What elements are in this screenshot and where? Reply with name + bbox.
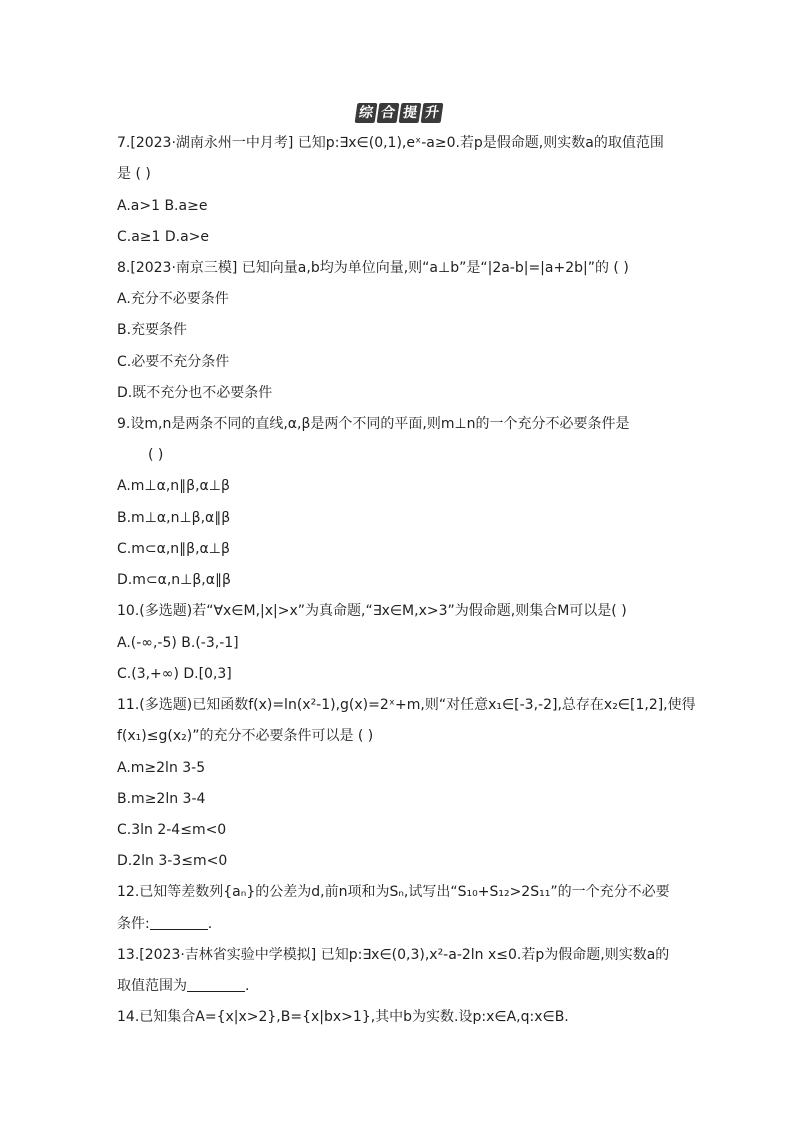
question-9-option-c: C.m⊂α,n∥β,α⊥β [117, 541, 230, 557]
question-8-option-c: C.必要不充分条件 [117, 354, 230, 370]
line-end-punct: . [207, 916, 213, 932]
question-10-options-ab: A.(-∞,-5) B.(-3,-1] [117, 635, 239, 651]
question-11-stem-cont: f(x₁)≤g(x₂)”的充分不必要条件可以是 ( ) [117, 728, 374, 744]
question-11-stem: 11.(多选题)已知函数f(x)=ln(x²-1),g(x)=2ˣ+m,则“对任意x₁∈[-3,-2],总存在x₂∈[1,2],使得 [117, 697, 696, 713]
question-11-option-d: D.2ln 3-3≤m<0 [117, 853, 228, 869]
answer-blank[interactable] [187, 977, 245, 992]
section-title-char: 升 [421, 103, 444, 123]
question-14-stem: 14.已知集合A={x|x>2},B={x|bx>1},其中b为实数.设p:x∈A,q:x∈B. [117, 1009, 569, 1025]
question-10-options-cd: C.(3,+∞) D.[0,3] [117, 666, 232, 682]
question-12-answer-label: 条件: [117, 916, 150, 932]
question-11-option-c: C.3ln 2-4≤m<0 [117, 822, 227, 838]
question-10-stem: 10.(多选题)若“∀x∈M,|x|>x”为真命题,“∃x∈M,x>3”为假命题,则集合M可以是( ) [117, 603, 627, 619]
section-title-banner [356, 103, 442, 123]
question-12-answer-line [117, 915, 212, 933]
question-13-answer-label: 取值范围为 [117, 978, 187, 994]
question-12-stem: 12.已知等差数列{aₙ}的公差为d,前n项和为Sₙ,试写出“S₁₀+S₁₂>2S₁₁”的一个充分不必要 [117, 884, 670, 900]
question-7-options-ab: A.a>1 B.a≥e [117, 198, 208, 214]
section-title-char: 综 [355, 103, 378, 123]
answer-blank[interactable] [150, 915, 208, 930]
section-title-char: 合 [377, 103, 400, 123]
line-end-punct: . [245, 978, 250, 994]
question-9-option-d: D.m⊂α,n⊥β,α∥β [117, 572, 231, 588]
question-7-stem-cont: 是 ( ) [117, 166, 151, 182]
question-9-stem-cont: ( ) [148, 447, 164, 463]
section-title-char: 提 [399, 103, 422, 123]
question-8-option-b: B.充要条件 [117, 322, 188, 338]
question-8-option-a: A.充分不必要条件 [117, 291, 229, 307]
question-13-stem: 13.[2023·吉林省实验中学模拟] 已知p:∃x∈(0,3),x²-a-2ln x≤0.若p为假命题,则实数a的 [117, 947, 670, 963]
question-9-option-a: A.m⊥α,n∥β,α⊥β [117, 478, 230, 494]
question-11-option-b: B.m≥2ln 3-4 [117, 791, 206, 807]
question-8-option-d: D.既不充分也不必要条件 [117, 385, 273, 401]
question-13-answer-line [117, 977, 249, 995]
question-9-stem: 9.设m,n是两条不同的直线,α,β是两个不同的平面,则m⊥n的一个充分不必要条件是 [117, 416, 630, 432]
question-7-stem: 7.[2023·湖南永州一中月考] 已知p:∃x∈(0,1),eˣ-a≥0.若p是假命题,则实数a的取值范围 [117, 135, 664, 151]
question-8-stem: 8.[2023·南京三模] 已知向量a,b均为单位向量,则“a⊥b”是“|2a-b|=|a+2b|”的 ( ) [117, 260, 629, 276]
question-9-option-b: B.m⊥α,n⊥β,α∥β [117, 510, 231, 526]
question-7-options-cd: C.a≥1 D.a>e [117, 229, 210, 245]
question-11-option-a: A.m≥2ln 3-5 [117, 760, 206, 776]
